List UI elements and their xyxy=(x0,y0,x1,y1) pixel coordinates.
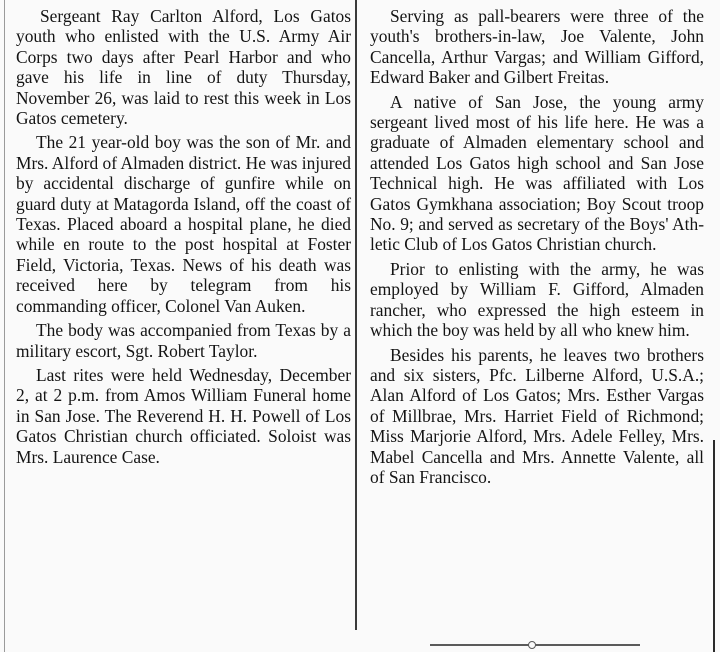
paragraph-pall-bearers: Serving as pall-bearers were three of the youth's brothers-in-law, Joe Valente, John Cancella, Arthur Vargas; and William Gifford, Edward Baker and Gilbert Freitas. xyxy=(370,6,704,88)
paragraph-funeral-lead: Sergeant Ray Carlton Alford, Los Gatos youth who enlisted with the U.S. Army Air Corps two days after Pearl Harbor and who gave his life in line of duty Thursday, November 26, was laid to rest this week in Los Gatos cemetery. xyxy=(16,6,351,129)
left-column xyxy=(16,6,351,471)
column-divider xyxy=(355,0,357,630)
right-edge-rule xyxy=(713,440,715,652)
right-column xyxy=(370,6,704,491)
paragraph-survivors: Besides his parents, he leaves two brothers and six sisters, Pfc. Lilberne Alford, U.S.A.; Alan Alford of Los Gatos; Mrs. Esther Vargas of Millbrae, Mrs. Harriet Field of Richmond; Miss Marjorie Alford, Mrs. Adele Felley, Mrs. Mabel Cancella and Mrs. Annette Valente, all of San Francisco. xyxy=(370,344,704,487)
paragraph-last-rites: Last rites were held Wednesday, December 2, at 2 p.m. from Amos William Funeral home in San Jose. The Reverend H. H. Powell of Los Gatos Christian church officiated. Soloist was Mrs. Laurence Case. xyxy=(16,364,351,467)
paragraph-biography: A native of San Jose, the young army sergeant lived most of his life here. He was a graduate of Almaden elementary school and attended Los Gatos high school and San Jose Technical high. He was affiliated with Los Gatos Gymkhana association; Boy Scout troop No. 9; and served as secretary of the Boys' Athletic Club of Los Gatos Christian church. xyxy=(370,91,704,255)
paragraph-employment: Prior to enlisting with the army, he was employed by William F. Gifford, Almaden rancher, who expressed the high esteem in which the boy was held by all who knew him. xyxy=(370,258,704,341)
left-edge-rule xyxy=(4,0,5,652)
paragraph-escort: The body was accompanied from Texas by a military escort, Sgt. Robert Taylor. xyxy=(16,320,351,361)
end-of-article-rule xyxy=(430,644,640,646)
paragraph-accident: The 21 year-old boy was the son of Mr. and Mrs. Alford of Almaden district. He was injured by accidental discharge of gunfire while on guard duty at Matagorda Island, off the coast of Texas. Placed aboard a hospital plane, he died while en route to the post hospital at Foster Field, Victoria, Texas. News of his death was received here by telegram from his commanding officer, Colonel Van Auken. xyxy=(16,132,351,316)
